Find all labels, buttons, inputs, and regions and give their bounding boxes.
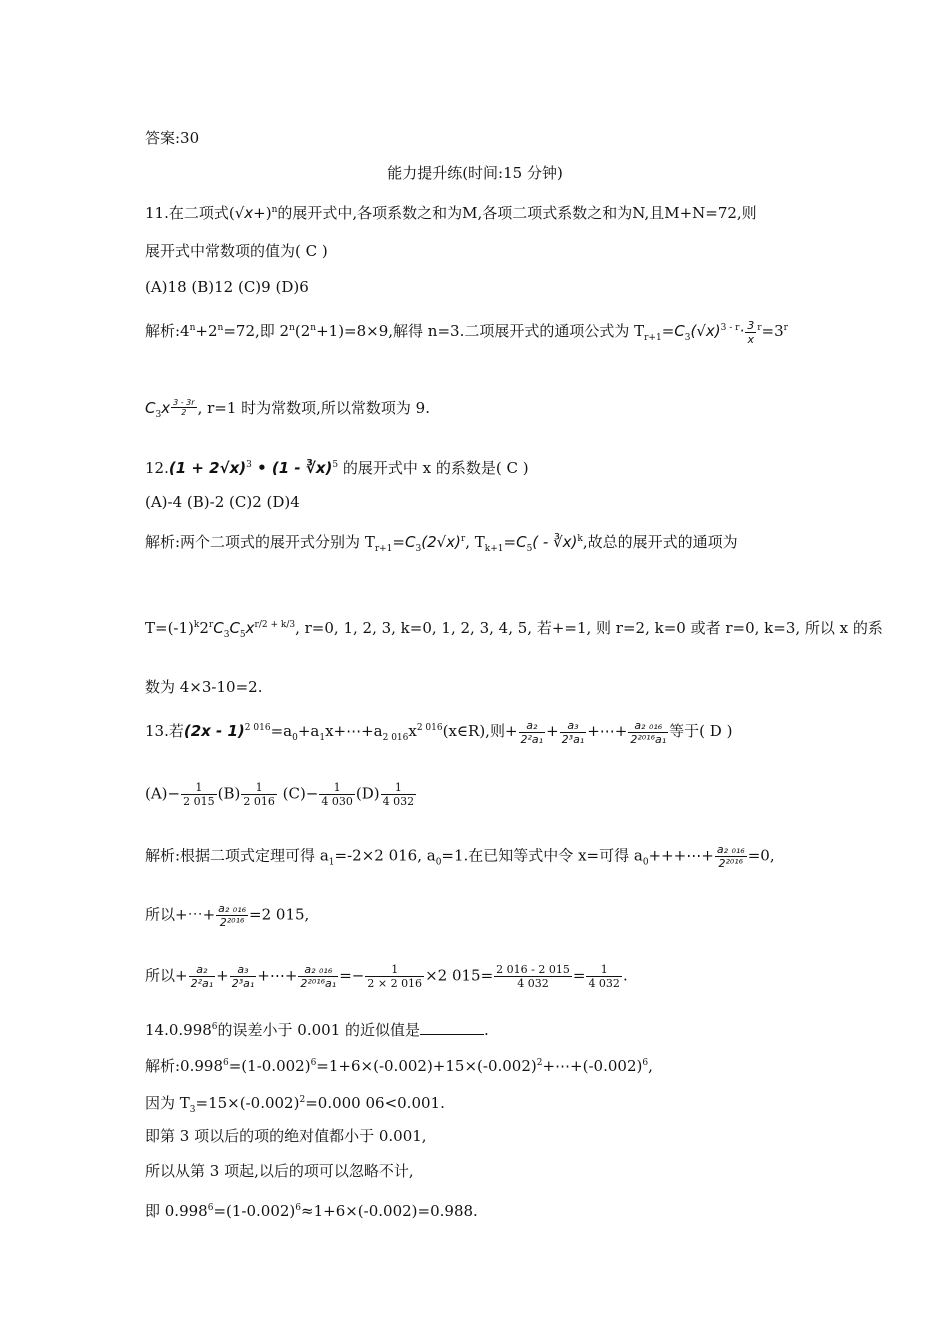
solution-14-line-5: 即 $0.998^6=(1-0.002)^6\approx 1+6\times(-0.002)=0.988$. <box>145 1202 478 1220</box>
question-13-options: (A)− $\frac{1}{2 015}$ (B) $\frac{1}{2 016}$ (C)− $\frac{1}{4 030}$ (D) $\frac{1}{4 032}$ <box>145 781 415 808</box>
solution-12-line-2: $T=(-1)^k2^rC_3C_5x^{r/2 + k/3}$, r=0, 1, 2, 3, k=0, 1, 2, 3, 4, 5, 若+=1, 则 r=2, k=0 或者 r=0, k=3, 所以 x 的系 <box>145 619 883 640</box>
question-11-options: (A)18 (B)12 (C)9 (D)6 <box>145 278 309 296</box>
solution-14-line-3: 即第 3 项以后的项的绝对值都小于 0.001, <box>145 1127 427 1145</box>
solution-11-line-2: $C_3x$ $\frac{3 - 3r}{2}$ , r=1 时为常数项,所以常数项为 9. <box>145 398 430 420</box>
solution-14-line-2: 因为 $T_3=15\times(-0.002)^2=0.000$ 06<0.001. <box>145 1094 445 1115</box>
section-title: 能力提升练(时间:15 分钟) <box>387 164 563 182</box>
question-11-line-1: 11.在二项式$(√x+)^n$的展开式中,各项系数之和为M,各项二项式系数之和为N,且M+N=72,则 <box>145 204 757 222</box>
question-14-line: 14.0.998$^6$的误差小于 0.001 的近似值是 . <box>145 1021 489 1039</box>
question-12-options: (A)-4 (B)-2 (C)2 (D)4 <box>145 493 300 511</box>
solution-12-line-1: 解析:两个二项式的展开式分别为 $T_{r+1}=C_3(2√x)^r$, $T_{k+1}=C_5$( - ∛x)$^k$,故总的展开式的通项为 <box>145 533 738 554</box>
answer-blank[interactable] <box>420 1020 484 1035</box>
question-12-line: $12.(1 + 2√x)^3$ • (1 - ∛x)$^5$ 的展开式中 x 的系数是( C ) <box>145 459 529 477</box>
question-13-line: 13.若$(2x - 1)^{2 016}=a_0+a_1x+\cdots+a_{2 016}x^{2 016}(x\in R)$,则+ $\frac{\text{a₂}}{\text{2²a₁}}$ + $\frac{\text{a₃}}{\text{2³a₁}}$ +⋯+ $\frac{\text{a₂ ₀₁₆}}{\text{2²⁰¹⁶a₁}}$ 等于( D ) <box>145 718 733 746</box>
solution-13-line-1: 解析:根据二项式定理可得 $a_1=-2\times 2$ 016, $a_0=1$.在已知等式中令 x=可得 $a_0+++\cdots+$ $\frac{\text{a₂ ₀₁₆}}{\text{2²⁰¹⁶}}$ =0, <box>145 843 775 870</box>
question-11-line-2: 展开式中常数项的值为( C ) <box>145 242 328 260</box>
solution-12-line-3: 数为 4×3-10=2. <box>145 678 263 696</box>
answer-line: 答案:30 <box>145 129 200 147</box>
solution-11-line-1: 解析$:4^n+2^n=72$,即 $2^n(2^n+1)=8\times 9$,解得 n=3.二项展开式的通项公式为 $T_{r+1}=C_3(√x)^{3 - r}\cdot$ $\frac{3}{x}$ $^r=3^r$ <box>145 318 788 346</box>
solution-14-line-1: 解析$:0.998^6=(1-0.002)^6=1+6\times(-0.002)+15\times(-0.002)^2+\cdots+(-0.002)^6$, <box>145 1057 653 1075</box>
solution-14-line-4: 所以从第 3 项起,以后的项可以忽略不计, <box>145 1162 414 1180</box>
solution-13-line-3: 所以+ $\frac{\text{a₂}}{\text{2²a₁}}$ + $\frac{\text{a₃}}{\text{2³a₁}}$ +⋯+ $\frac{\text{a₂ ₀₁₆}}{\text{2²⁰¹⁶a₁}}$ =− $\frac{1}{2 \times 2 016}$ ×2 015= $\frac{2 016 - 2 015}{4 032}$ = $\frac{1}{4 032}$ . <box>145 963 628 990</box>
solution-13-line-2: 所以+⋯+ $\frac{\text{a₂ ₀₁₆}}{\text{2²⁰¹⁶}}$ =2 015, <box>145 902 310 929</box>
